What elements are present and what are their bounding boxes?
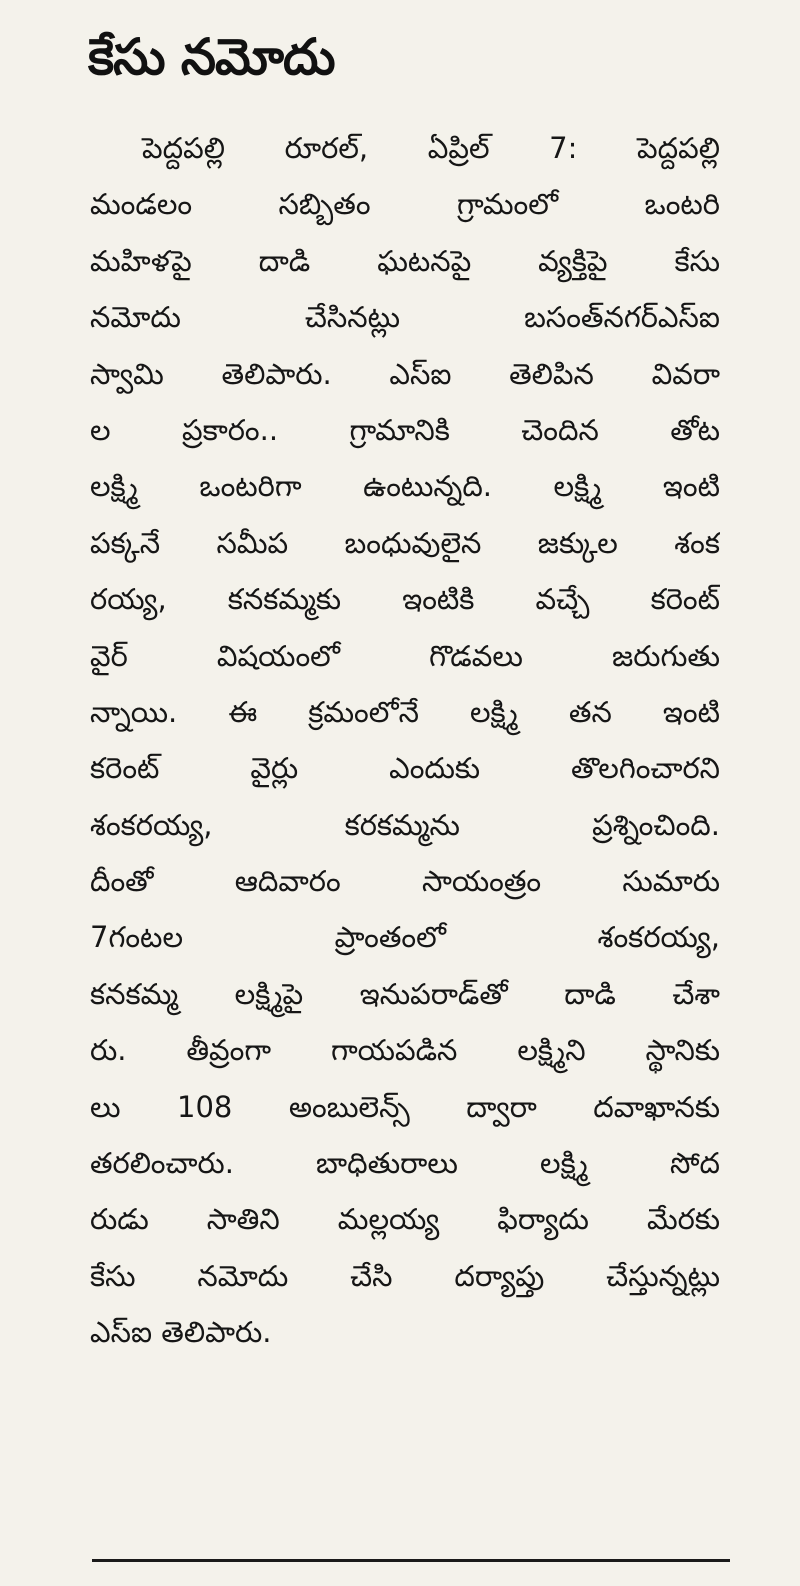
article-line: 7గంటల ప్రాంతంలో శంకరయ్య, bbox=[90, 920, 720, 955]
article-line: మహిళపై దాడి ఘటనపై వ్యక్తిపై కేసు bbox=[90, 243, 720, 278]
article-line: నమోదు చేసినట్లు బసంత్‌నగర్‌ఎస్‌ఐ bbox=[90, 300, 720, 335]
article-body bbox=[90, 120, 720, 1361]
article-line: రు. తీవ్రంగా గాయపడిన లక్ష్మిని స్థానికు bbox=[90, 1033, 720, 1068]
article-line: మండలం సబ్బితం గ్రామంలో ఒంటరి bbox=[90, 187, 720, 222]
article-line: కేసు నమోదు చేసి దర్యాప్తు చేస్తున్నట్లు bbox=[90, 1258, 720, 1293]
article-line: కరెంట్ వైర్లు ఎందుకు తొలగించారని bbox=[90, 751, 720, 786]
article-line: శంకరయ్య, కరకమ్మను ప్రశ్నించింది. bbox=[90, 807, 720, 842]
article-line: దీంతో ఆదివారం సాయంత్రం సుమారు bbox=[90, 864, 720, 899]
article-line: తరలించారు. బాధితురాలు లక్ష్మి సోద bbox=[90, 1146, 720, 1181]
headline: కేసు నమోదు bbox=[88, 28, 335, 86]
article-line: కనకమ్మ లక్ష్మిపై ఇనుపరాడ్‌తో దాడి చేశా bbox=[90, 976, 720, 1011]
article-line: వైర్ విషయంలో గొడవలు జరుగుతు bbox=[90, 638, 720, 673]
article-line: ల ప్రకారం.. గ్రామానికి చెందిన తోట bbox=[90, 412, 720, 447]
article-line: పెద్దపల్లి రూరల్, ఏప్రిల్ 7: పెద్దపల్లి bbox=[142, 131, 720, 165]
article-line: రయ్య, కనకమ్మకు ఇంటికి వచ్చే కరెంట్ bbox=[90, 582, 720, 617]
bottom-rule bbox=[92, 1559, 730, 1562]
article-line: ఎస్‌ఐ తెలిపారు. bbox=[90, 1315, 272, 1350]
article-line: న్నాయి. ఈ క్రమంలోనే లక్ష్మి తన ఇంటి bbox=[90, 694, 720, 729]
article-line: స్వామి తెలిపారు. ఎస్‌ఐ తెలిపిన వివరా bbox=[90, 356, 720, 391]
article-line: పక్కనే సమీప బంధువులైన జక్కుల శంక bbox=[90, 525, 720, 560]
article-line: లు 108 అంబులెన్స్ ద్వారా దవాఖానకు bbox=[90, 1089, 720, 1124]
article-line: లక్ష్మి ఒంటరిగా ఉంటున్నది. లక్ష్మి ఇంటి bbox=[90, 469, 720, 504]
article-line: రుడు సాతిని మల్లయ్య ఫిర్యాదు మేరకు bbox=[90, 1202, 720, 1237]
